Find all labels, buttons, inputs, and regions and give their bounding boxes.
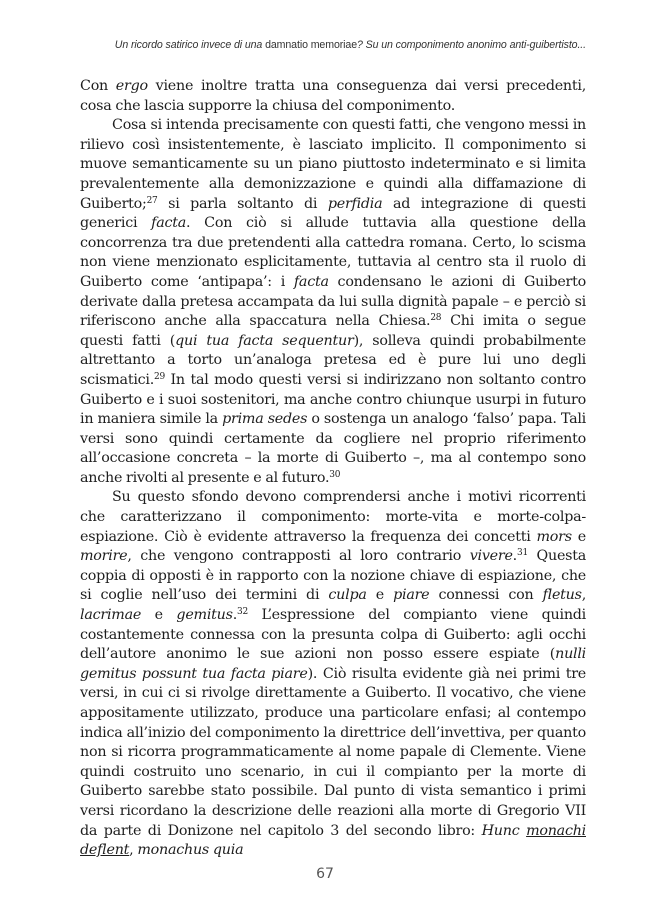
- italic-text: perfidia: [327, 195, 383, 212]
- paragraph: [80, 77, 586, 116]
- text-run: .: [232, 607, 238, 624]
- italic-text: monachi deflent: [80, 822, 586, 859]
- italic-text: facta: [293, 273, 329, 290]
- italic-text: monachus quia: [137, 842, 244, 859]
- text-run: viene inoltre tratta una conseguenza dai versi precedenti, cosa che lascia supporre la chiusa del componimento.: [80, 78, 587, 114]
- italic-text: mors: [536, 528, 572, 545]
- italic-text: prima sedes: [222, 411, 308, 428]
- running-head-part1: Un ricordo satirico invece di una: [114, 39, 263, 51]
- page-number: 67: [316, 866, 334, 882]
- text-run: connessi con: [429, 587, 543, 604]
- paragraph: [80, 116, 586, 488]
- text-run: . Con ciò si allude tuttavia alla questione della concorrenza tra due pretendenti alla cattedra romana. Certo, lo scisma non viene menzionato esplicitamente, tuttavia al centro sta il ruolo di Guiberto come ‘antipapa’: i: [80, 215, 586, 290]
- text-run: .: [512, 548, 517, 565]
- text-run: Su questo sfondo devono comprendersi anche i motivi ricorrenti che caratterizzano il componimento: morte-vita e morte-colpa-espiazione. Ciò è evidente attraverso la frequenza dei concetti: [80, 489, 586, 545]
- italic-text: fletus: [542, 587, 582, 604]
- footnote-marker: 28: [430, 313, 442, 324]
- italic-text: gemitus: [176, 607, 233, 624]
- text-run: ), solleva quindi probabilmente altrettanto a torto un’analoga pretesa ed è pure lui uno degli scismatici.: [80, 332, 586, 388]
- italic-text: qui tua facta sequentur: [175, 332, 354, 349]
- italic-text: facta: [151, 215, 186, 232]
- text-run: ). Ciò risulta evidente già nei primi tre versi, in cui ci si rivolge direttamente a Guiberto. Il vocativo, che viene appositamente utilizzato, produce una particolare enfasi; al contempo indica all’inizio del componimento la direttrice dell’invettiva, per quanto non si ricorra programmaticamente al nome papale di Clemente. Viene quindi costruito uno scenario, in cui il compianto per la morte di Guiberto sarebbe stato possibile. Dal punto di vista semantico i primi versi ricordano la descrizione delle reazioni alla morte di Gregorio VII da parte di Donizone nel capitolo 3 del secondo libro:: [80, 665, 586, 839]
- running-head-part3: ? Su un componimento anonimo anti-guibertisto...: [357, 39, 586, 51]
- text-run: o sostenga un analogo ‘falso’ papa. Tali versi sono quindi certamente da cogliere nel proprio riferimento all’occasione concreta – la morte di Guiberto –, ma al contempo sono anche rivolti al presente e al futuro.: [80, 411, 586, 486]
- italic-text: ergo: [115, 78, 148, 94]
- footnote-marker: 27: [146, 195, 158, 206]
- running-head-part2: damnatio memoriae: [262, 39, 357, 51]
- text-run: Chi imita o segue questi fatti (: [80, 313, 586, 349]
- text-run: Cosa si intenda precisamente con questi fatti, che vengono messi in rilievo così insistentemente, è lasciato implicito. Il componimento si muove semanticamente su un piano piuttosto indeterminato e si limita prevalentemente alla demonizzazione e quindi alla diffamazione di Guiberto;: [80, 117, 586, 212]
- text-run: condensano le azioni di Guiberto derivate dalla pretesa accampata da lui sulla dignità papale – e perciò si riferiscono anche alla spaccatura nella Chiesa.: [80, 273, 586, 330]
- text-run: e: [366, 587, 394, 604]
- running-head: [80, 39, 586, 51]
- footnote-marker: 31: [516, 548, 528, 559]
- text-run: , che vengono contrapposti al loro contrario: [127, 548, 470, 565]
- text-run: e: [571, 528, 587, 545]
- text-run: Con: [80, 78, 116, 94]
- text-run: ,: [581, 587, 586, 604]
- italic-text: lacrimae: [80, 607, 142, 624]
- italic-text: piare: [393, 587, 430, 604]
- text-run: ad integrazione di questi generici: [80, 195, 586, 232]
- body-text: [80, 77, 586, 861]
- text-run: ,: [129, 842, 138, 859]
- italic-text: nulli gemitus possunt tua facta piare: [80, 646, 586, 682]
- text-run: e: [141, 607, 177, 624]
- italic-text: culpa: [328, 587, 367, 604]
- footnote-marker: 32: [237, 607, 248, 618]
- italic-text: Hunc: [481, 822, 527, 839]
- footnote-marker: 29: [154, 371, 165, 382]
- paragraph: [80, 488, 586, 860]
- text-run: In tal modo questi versi si indirizzano non soltanto contro Guiberto e i suoi sostenitori, ma anche contro chiunque usurpi in futuro in maniera simile la: [80, 371, 586, 428]
- text-run: si parla soltanto di: [157, 195, 328, 212]
- text-run: Questa coppia di opposti è in rapporto con la nozione chiave di espiazione, che si coglie nell’uso dei termini di: [80, 548, 587, 604]
- text-run: L’espressione del compianto viene quindi costantemente connessa con la presunta colpa di Guiberto: agli occhi dell’autore anonimo le sue azioni non posso essere espiate (: [80, 607, 586, 663]
- italic-text: vivere: [469, 548, 513, 565]
- italic-text: morire: [80, 548, 128, 565]
- footnote-marker: 30: [329, 469, 341, 480]
